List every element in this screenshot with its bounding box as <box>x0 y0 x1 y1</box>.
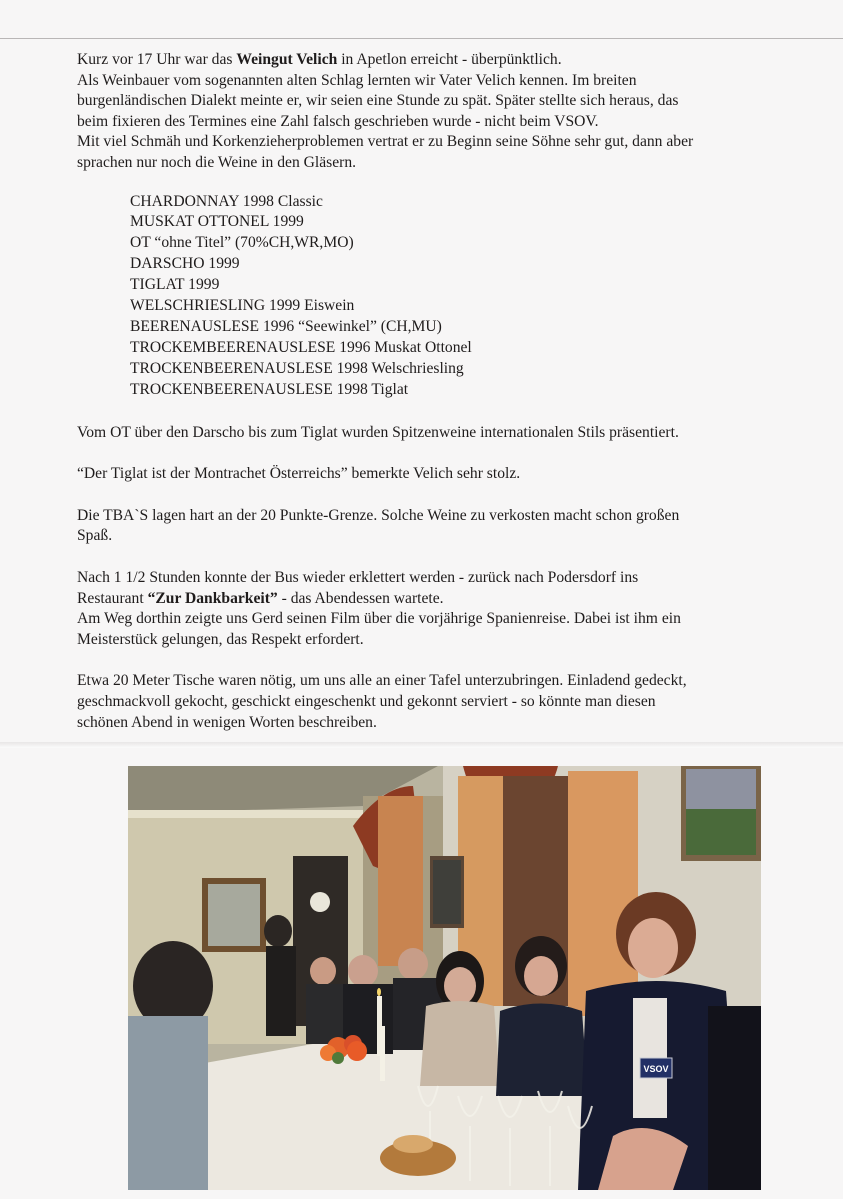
paragraph-bus-line-4: Meisterstück gelungen, das Respekt erfordert. <box>77 630 364 648</box>
paragraph-tafel-line-2: geschmackvoll gekocht, geschickt eingeschenkt und gekonnt serviert - so könnte man diesen <box>77 692 656 710</box>
paragraph-ot: Vom OT über den Darscho bis zum Tiglat wurden Spitzenweine internationalen Stils präsentiert. <box>77 423 679 441</box>
document-text <box>77 50 787 733</box>
intro-line-5: Mit viel Schmäh und Korkenzieherproblemen vertrat er zu Beginn seine Söhne sehr gut, dann aber <box>77 133 694 151</box>
dinner-photo <box>128 766 761 1190</box>
paragraph-tafel-line-1: Etwa 20 Meter Tische waren nötig, um uns alle an einer Tafel unterzubringen. Einladend gedeckt, <box>77 672 687 690</box>
restaurant-name: “Zur Dankbarkeit” <box>147 589 278 607</box>
intro-line-1: Kurz vor 17 Uhr war das Weingut Velich in Apetlon erreicht - überpünktlich. <box>77 51 562 68</box>
intro-line-6: sprachen nur noch die Weine in den Gläsern. <box>77 153 357 171</box>
wine-item: TIGLAT 1999 <box>130 276 220 294</box>
paragraph-quote: “Der Tiglat ist der Montrachet Österreichs” bemerkte Velich sehr stolz. <box>77 465 521 483</box>
paragraph-bus-line-2: Restaurant “Zur Dankbarkeit” - das Abendessen wartete. <box>77 589 444 607</box>
vsov-badge-text: VSOV <box>643 1064 669 1074</box>
wine-item: CHARDONNAY 1998 Classic <box>130 192 323 210</box>
paragraph-tafel-line-3: schönen Abend in wenigen Worten beschreiben. <box>77 713 377 731</box>
wine-item: BEERENAUSLESE 1996 “Seewinkel” (CH,MU) <box>130 318 442 335</box>
paragraph-bus-line-3: Am Weg dorthin zeigte uns Gerd seinen Film über die vorjährige Spanienreise. Dabei ist ihm ein <box>77 610 681 628</box>
paragraph-tba-line-2: Spaß. <box>77 527 113 545</box>
wine-item: TROCKENBEERENAUSLESE 1998 Welschriesling <box>130 359 464 377</box>
wine-item: TROCKEMBEERENAUSLESE 1996 Muskat Ottonel <box>130 338 472 356</box>
page-fold-line <box>0 742 843 748</box>
wine-item: TROCKENBEERENAUSLESE 1998 Tiglat <box>130 380 409 398</box>
wine-item: WELSCHRIESLING 1999 Eiswein <box>130 297 355 315</box>
wine-item: MUSKAT OTTONEL 1999 <box>130 213 304 231</box>
intro-line-4: beim fixieren des Termines eine Zahl falsch geschrieben wurde - nicht beim VSOV. <box>77 112 599 130</box>
intro-line-3: burgenländischen Dialekt meinte er, wir seien eine Stunde zu spät. Später stellte sich heraus, das <box>77 92 679 110</box>
winery-name: Weingut Velich <box>236 51 338 68</box>
intro-line-2: Als Weinbauer vom sogenannten alten Schlag lernten wir Vater Velich kennen. Im breiten <box>77 71 637 89</box>
wine-list <box>130 192 787 401</box>
paragraph-bus-line-1: Nach 1 1/2 Stunden konnte der Bus wieder erklettert werden - zurück nach Podersdorf ins <box>77 569 639 586</box>
wine-item: DARSCHO 1999 <box>130 255 240 273</box>
top-rule <box>0 38 843 39</box>
wine-item: OT “ohne Titel” (70%CH,WR,MO) <box>130 234 354 252</box>
paragraph-tba-line-1: Die TBA`S lagen hart an der 20 Punkte-Grenze. Solche Weine zu verkosten macht schon großen <box>77 506 680 524</box>
